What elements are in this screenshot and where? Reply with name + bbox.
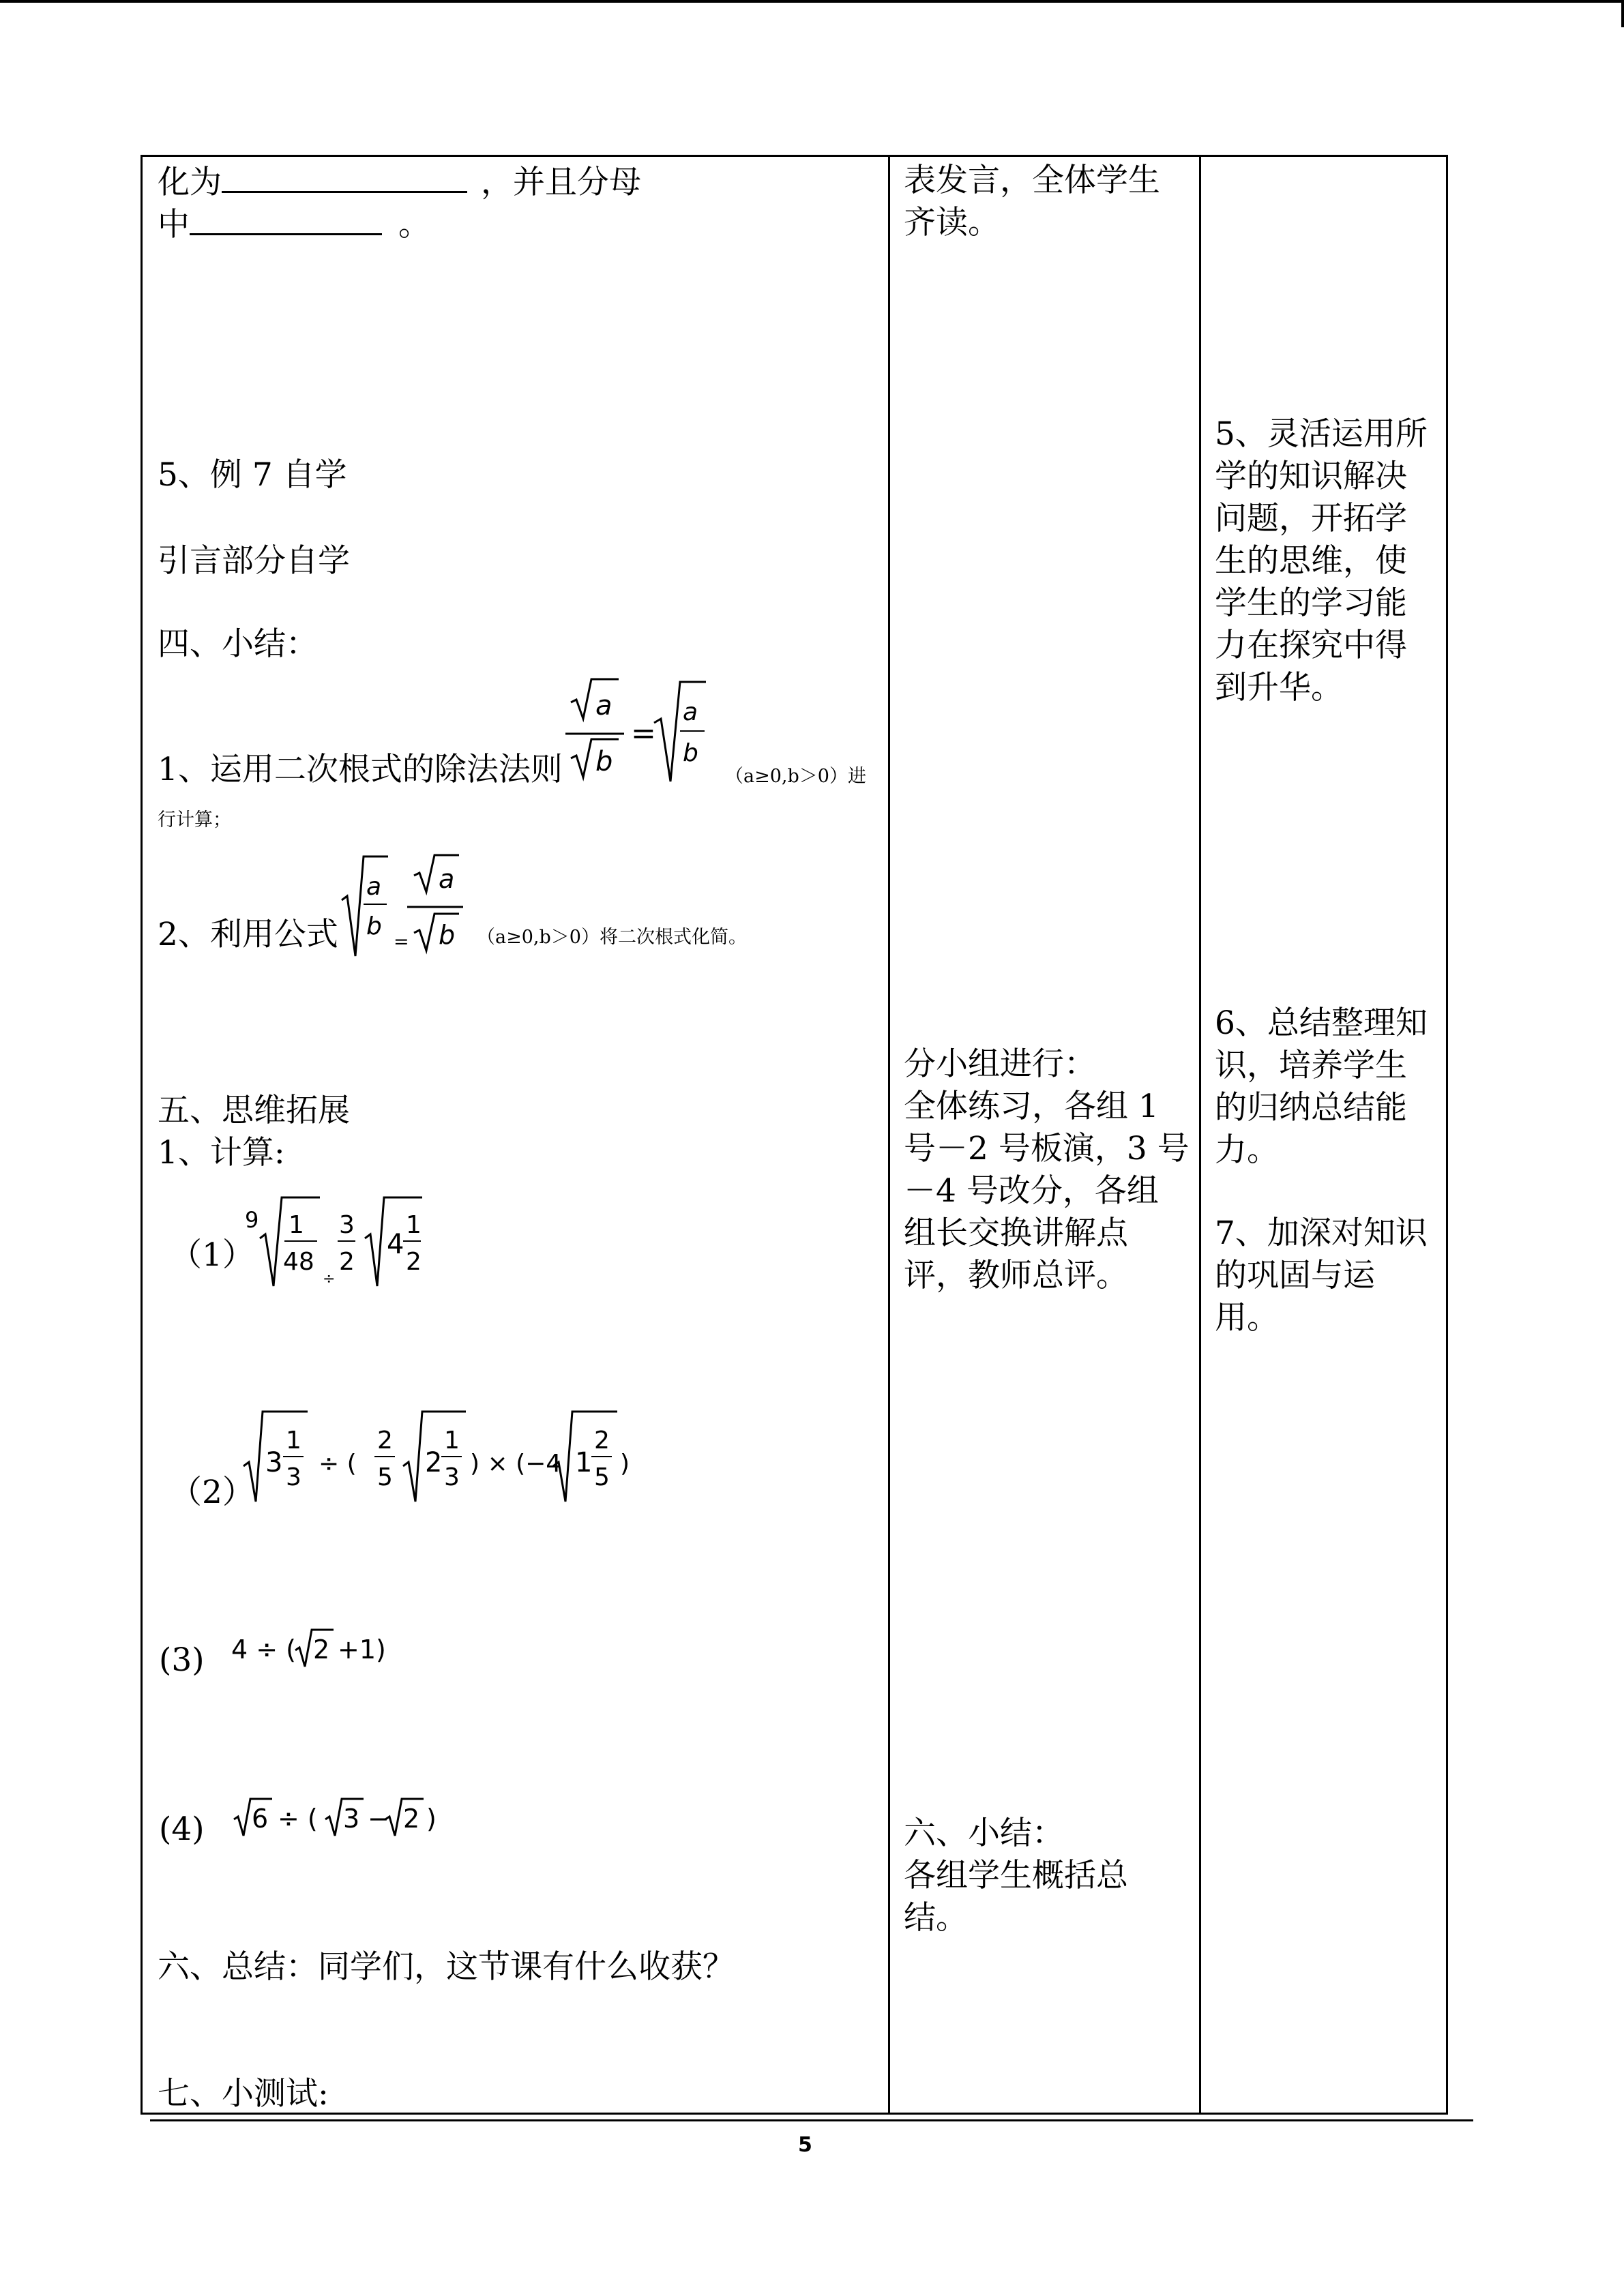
svg-text:): ) (426, 1804, 437, 1834)
rule-1-text: 1、运用二次根式的除法法则 (158, 751, 563, 788)
svg-text:1: 1 (575, 1447, 593, 1478)
activity-line: 号－2 号板演，3 号 (904, 1130, 1190, 1167)
teaching-content-cell (142, 156, 889, 2114)
problem-2-label: （2） (170, 1474, 254, 1511)
intent-line: 识，培养学生 (1215, 1047, 1407, 1084)
lesson-plan-table (141, 155, 1448, 2115)
activity-line: 组长交换讲解点 (904, 1214, 1128, 1252)
svg-text:a: a (366, 873, 382, 901)
design-intent-cell (1200, 156, 1447, 2114)
svg-text:9: 9 (245, 1207, 259, 1233)
intent-line: 的归纳总结能 (1215, 1089, 1407, 1127)
page-right-mark (1621, 0, 1624, 27)
intent-line: 7、加深对知识 (1215, 1214, 1428, 1252)
activity-line: 各组学生概括总 (904, 1857, 1128, 1894)
student-activity-cell (889, 156, 1200, 2114)
svg-text:a: a (683, 698, 698, 726)
problem-1-expression (238, 1193, 436, 1296)
division-rule-formula (565, 675, 722, 798)
problem-4-label: (4) (159, 1810, 205, 1848)
intent-line: 生的思维，使 (1215, 542, 1407, 580)
svg-text:4: 4 (387, 1229, 404, 1260)
problem-4-expression (224, 1789, 449, 1844)
svg-text:2: 2 (313, 1635, 330, 1665)
svg-text:b: b (366, 912, 382, 940)
activity-line: 表发言，全体学生 (904, 162, 1160, 199)
svg-text:4 ÷ (: 4 ÷ ( (231, 1635, 296, 1665)
svg-text:2: 2 (377, 1427, 393, 1455)
summary-heading: 四、小结： (158, 625, 318, 663)
activity-line: 齐读。 (904, 204, 1000, 241)
text-fragment: 中 (158, 206, 190, 243)
text-fragment: 化为 (158, 164, 222, 201)
example-7-line: 5、例 7 自学 (158, 456, 347, 494)
svg-text:1: 1 (289, 1211, 304, 1239)
page-number: 5 (798, 2133, 812, 2157)
svg-text:1: 1 (444, 1427, 460, 1455)
rule-2-condition: （a≥0,b＞0）将二次根式化简。 (477, 927, 747, 948)
svg-text:2: 2 (406, 1248, 422, 1276)
svg-text:a: a (595, 690, 612, 721)
rule-1-condition: （a≥0,b＞0）进 (725, 766, 866, 787)
svg-text:5: 5 (377, 1463, 393, 1491)
intent-line: 5、灵活运用所 (1215, 415, 1428, 453)
fill-blank-line-1 (158, 160, 641, 204)
intent-line: 力。 (1215, 1131, 1279, 1169)
blank-field[interactable] (190, 202, 382, 235)
rule-1-continuation: 行计算； (158, 809, 231, 831)
intent-line: 问题，开拓学 (1215, 500, 1407, 537)
svg-text:6: 6 (252, 1804, 269, 1834)
svg-text:2: 2 (339, 1248, 355, 1276)
svg-text:b: b (439, 920, 456, 950)
svg-text:3: 3 (265, 1447, 283, 1478)
svg-text:1: 1 (286, 1427, 301, 1455)
activity-line: 结。 (904, 1899, 968, 1937)
intent-line: 的巩固与运 (1215, 1257, 1375, 1294)
problem-3-expression (224, 1620, 429, 1675)
problem-3-label: (3) (159, 1641, 205, 1679)
svg-text:2: 2 (403, 1804, 420, 1834)
svg-text:−: − (368, 1804, 389, 1834)
intent-line: 力在探究中得 (1215, 627, 1407, 664)
problem-2-expression (241, 1406, 664, 1508)
intent-line: 到升华。 (1215, 669, 1343, 706)
svg-text:3: 3 (444, 1463, 460, 1491)
svg-text:2: 2 (594, 1427, 610, 1455)
text-fragment: ，并且分母 (481, 164, 641, 201)
intent-line: 学生的学习能 (1215, 584, 1407, 622)
rule-2-text: 2、利用公式 (158, 916, 338, 953)
extension-heading: 五、思维拓展 (158, 1092, 350, 1129)
svg-text:48: 48 (283, 1248, 314, 1276)
activity-line: 全体练习，各组 1 (904, 1088, 1159, 1125)
svg-text:1: 1 (406, 1211, 422, 1239)
svg-text:3: 3 (286, 1463, 301, 1491)
text-fragment: 。 (398, 206, 430, 243)
svg-text:+1): +1) (338, 1635, 386, 1665)
svg-text:a: a (439, 864, 455, 894)
svg-text:) × (−4: ) × (−4 (470, 1450, 562, 1478)
activity-line: 分小组进行： (904, 1045, 1096, 1083)
footer-rule (150, 2119, 1473, 2121)
svg-text:÷ (: ÷ ( (278, 1804, 318, 1834)
problem-1-label: （1） (170, 1236, 254, 1274)
activity-line: 六、小结： (904, 1815, 1064, 1852)
calc-heading: 1、计算: (158, 1134, 285, 1172)
activity-line: 评，教师总评。 (904, 1257, 1128, 1294)
svg-text:b: b (595, 746, 613, 777)
rule-2-equals: = (394, 931, 409, 953)
svg-text:÷: ÷ (323, 1270, 336, 1287)
blank-field[interactable] (222, 160, 467, 193)
svg-text:2: 2 (425, 1447, 443, 1478)
svg-text:b: b (683, 739, 698, 767)
svg-text:=: = (631, 716, 656, 751)
intent-line: 用。 (1215, 1299, 1279, 1337)
svg-text:5: 5 (594, 1463, 610, 1491)
intent-line: 6、总结整理知 (1215, 1004, 1428, 1042)
conclusion-line: 六、总结：同学们，这节课有什么收获？ (158, 1948, 735, 1986)
activity-line: －4 号改分，各组 (904, 1172, 1159, 1210)
fill-blank-line-2 (158, 202, 430, 246)
svg-text:÷ (: ÷ ( (319, 1450, 357, 1478)
svg-text:3: 3 (339, 1211, 355, 1239)
intent-line: 学的知识解决 (1215, 458, 1407, 495)
svg-text:3: 3 (343, 1804, 360, 1834)
quiz-heading: 七、小测试: (158, 2075, 329, 2113)
page-top-border (0, 0, 1624, 3)
svg-text:): ) (620, 1450, 630, 1478)
intro-line: 引言部分自学 (158, 542, 350, 580)
